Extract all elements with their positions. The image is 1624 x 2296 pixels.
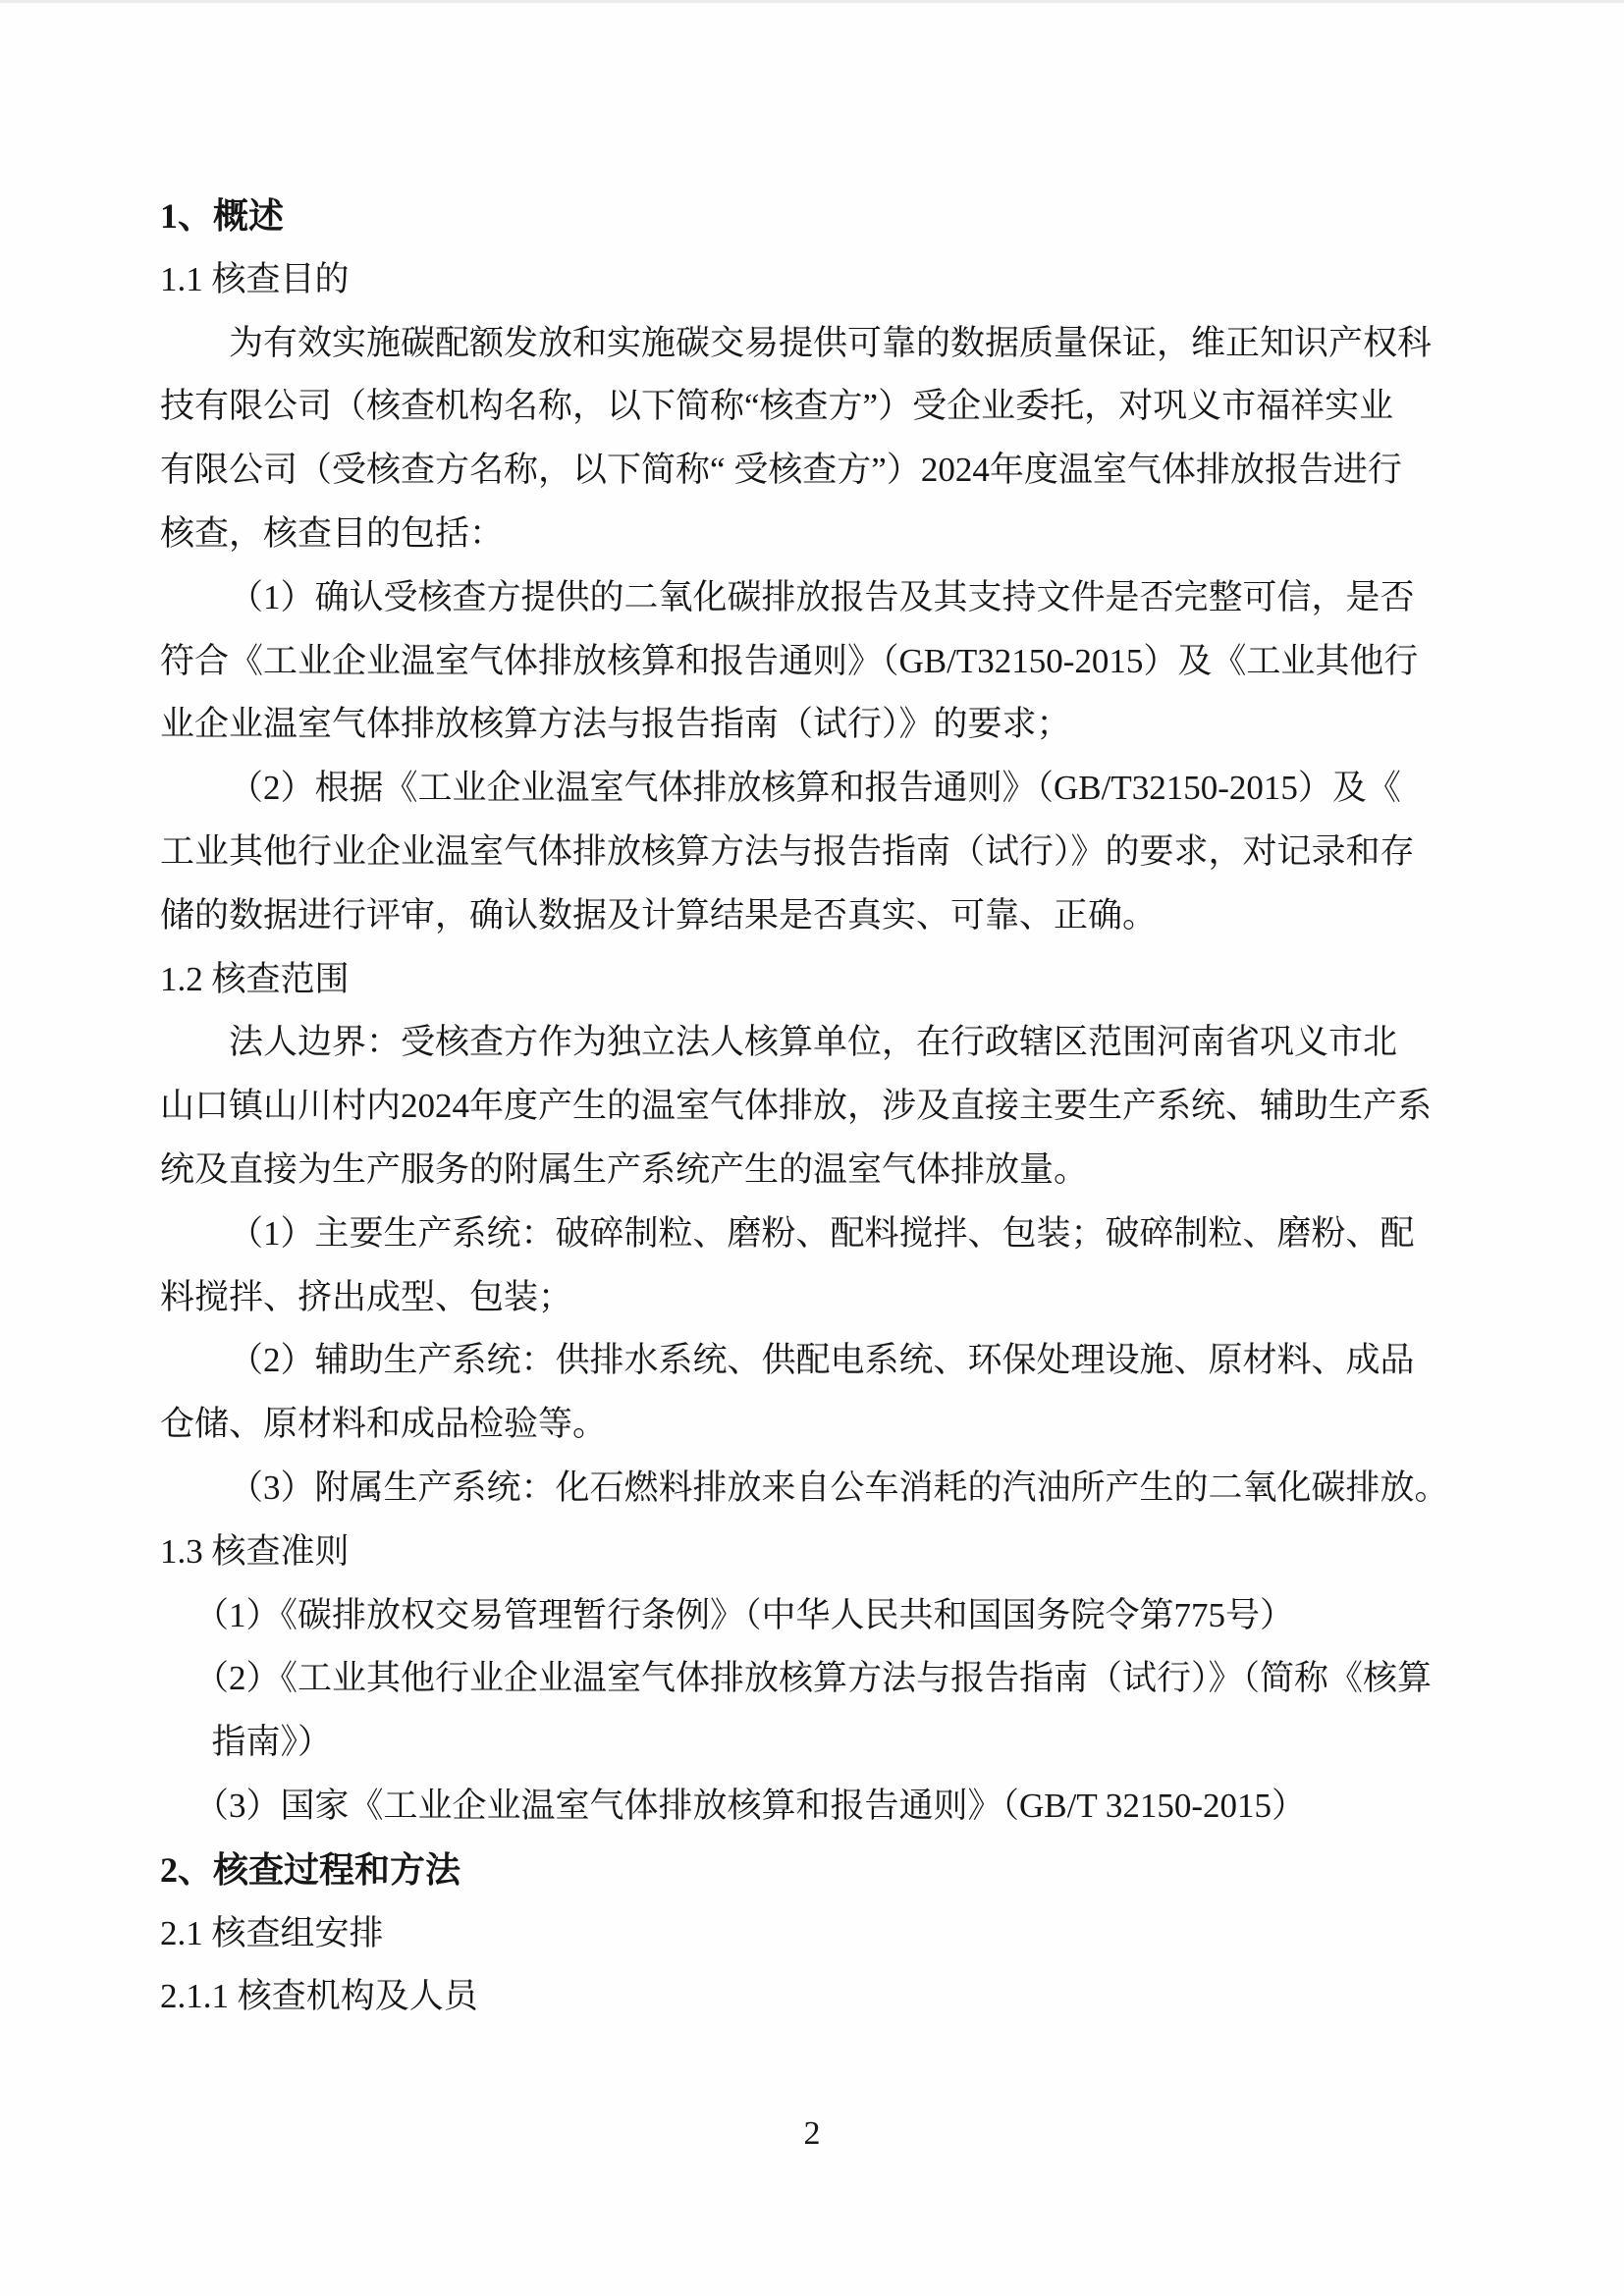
section-heading: 1、概述 bbox=[160, 196, 285, 236]
text-line: 仓储、原材料和成品检验等。 bbox=[160, 1405, 608, 1444]
section-heading: 2、核查过程和方法 bbox=[160, 1849, 461, 1890]
text-line: 统及直接为生产服务的附属生产系统产生的温室气体排放量。 bbox=[160, 1149, 1089, 1189]
text-line: （2）根据《工业企业温室气体排放核算和报告通则》（GB/T32150-2015）及《 bbox=[229, 769, 1401, 808]
text-line: （3）国家《工业企业温室气体排放核算和报告通则》（GB/T 32150-2015） bbox=[194, 1786, 1306, 1825]
scan-edge-artifact bbox=[0, 0, 1624, 3]
text-line: 有限公司（受核查方名称，以下简称“ 受核查方”）2024年度温室气体排放报告进行 bbox=[160, 451, 1402, 490]
text-line: 储的数据进行评审，确认数据及计算结果是否真实、可靠、正确。 bbox=[160, 895, 1158, 934]
text-line: （2）《工业其他行业企业温室气体排放核算方法与报告指南（试行）》（简称《核算 bbox=[194, 1659, 1433, 1698]
text-line: 法人边界：受核查方作为独立法人核算单位，在行政辖区范围河南省巩义市北 bbox=[229, 1023, 1398, 1062]
text-line: 指南》） bbox=[211, 1723, 333, 1762]
text-line: （1）《碳排放权交易管理暂行条例》（中华人民共和国国务院令第775号） bbox=[194, 1595, 1295, 1634]
text-line: 符合《工业企业温室气体排放核算和报告通则》（GB/T32150-2015）及《工业其他行 bbox=[160, 641, 1419, 680]
text-line: （1）主要生产系统：破碎制粒、磨粉、配料搅拌、包装；破碎制粒、磨粉、配 bbox=[229, 1213, 1415, 1253]
text-line: 2.1 核查组安排 bbox=[160, 1913, 384, 1952]
document-lines bbox=[160, 185, 1468, 2029]
text-line: 技有限公司（核查机构名称，以下简称“核查方”）受企业委托，对巩义市福祥实业 bbox=[160, 387, 1394, 426]
text-line: 1.3 核查准则 bbox=[160, 1531, 350, 1571]
text-line: 为有效实施碳配额发放和实施碳交易提供可靠的数据质量保证，维正知识产权科 bbox=[229, 323, 1433, 362]
text-line: （1）确认受核查方提供的二氧化碳排放报告及其支持文件是否完整可信，是否 bbox=[229, 577, 1415, 616]
text-line: 1.1 核查目的 bbox=[160, 259, 350, 298]
text-line: 2.1.1 核查机构及人员 bbox=[160, 1977, 478, 2016]
page-footer bbox=[0, 2103, 1624, 2166]
text-line: 核查，核查目的包括： bbox=[160, 513, 505, 553]
text-line: （2）辅助生产系统：供排水系统、供配电系统、环保处理设施、原材料、成品 bbox=[229, 1341, 1415, 1380]
text-line: 业企业温室气体排放核算方法与报告指南（试行）》的要求； bbox=[160, 705, 1071, 744]
text-line: 山口镇山川村内2024年度产生的温室气体排放，涉及直接主要生产系统、辅助生产系 bbox=[160, 1087, 1433, 1126]
page-number: 2 bbox=[803, 2115, 821, 2152]
text-line: （3）附属生产系统：化石燃料排放来自公车消耗的汽油所产生的二氧化碳排放。 bbox=[229, 1468, 1449, 1507]
text-line: 工业其他行业企业温室气体排放核算方法与报告指南（试行）》的要求，对记录和存 bbox=[160, 831, 1415, 871]
text-line: 料搅拌、挤出成型、包装； bbox=[160, 1277, 573, 1316]
text-line: 1.2 核查范围 bbox=[160, 959, 350, 998]
